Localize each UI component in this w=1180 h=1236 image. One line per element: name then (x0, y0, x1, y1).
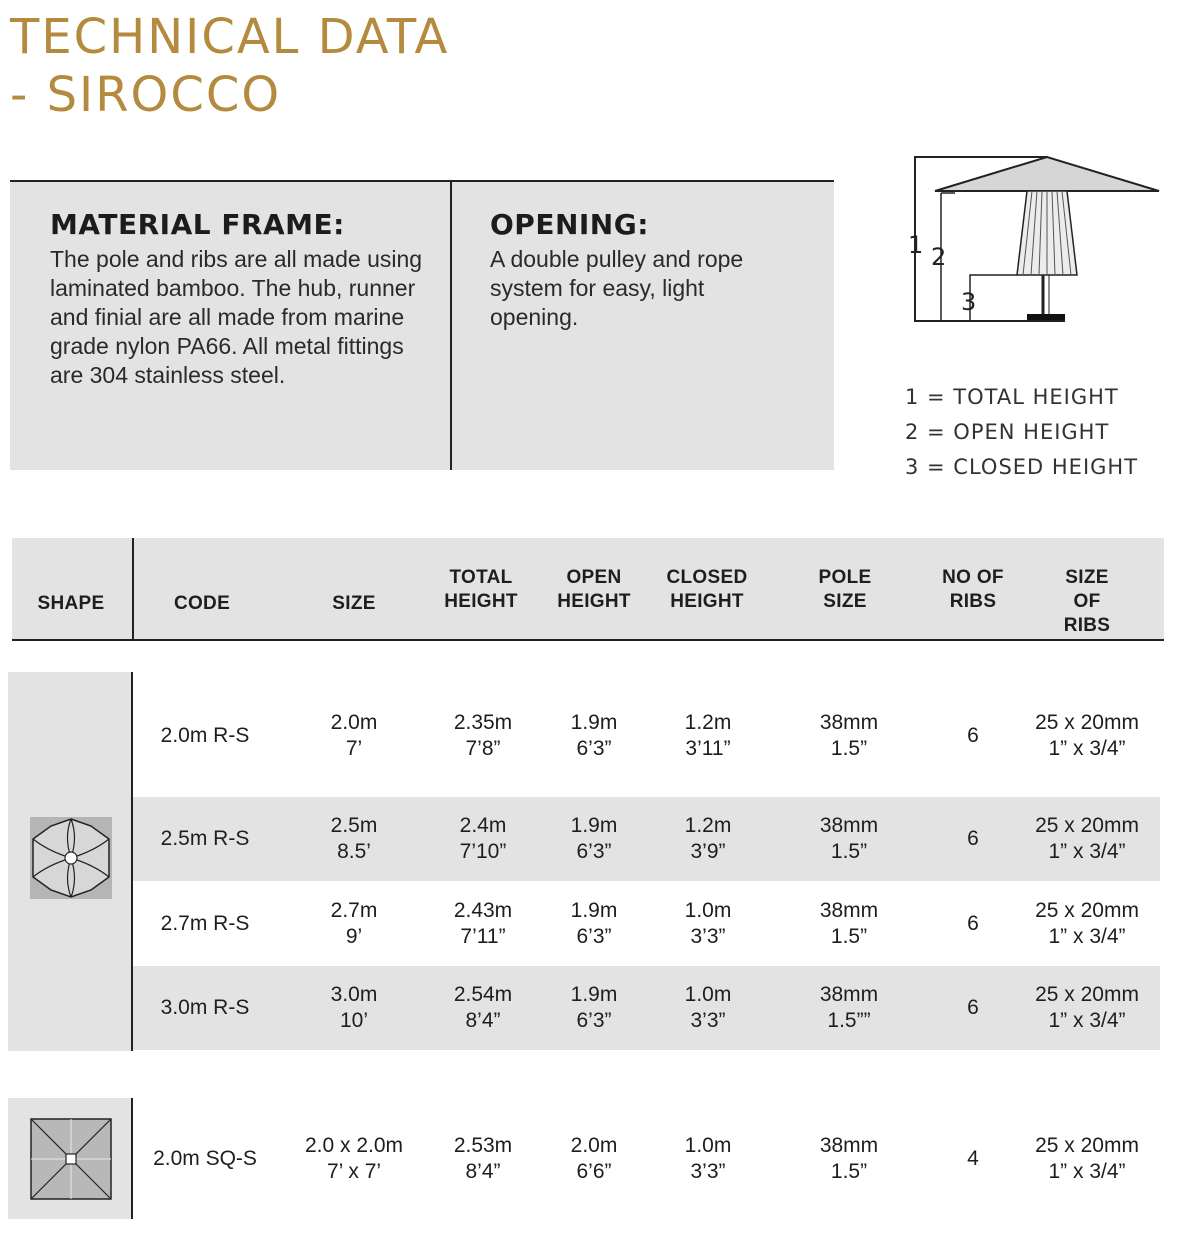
diagram-label-2: 2 (931, 243, 947, 271)
cell-code: 2.0m R-S (160, 724, 250, 747)
table-header (12, 538, 1164, 641)
cell-rib-size-imperial: 1” x 3/4” (1048, 840, 1126, 863)
cell-ribs: 4 (967, 1147, 979, 1170)
legend-open-height: 2 = OPEN HEIGHT (905, 420, 1110, 444)
diagram-label-1: 1 (908, 231, 924, 259)
header-shape: SHAPE (37, 593, 105, 614)
cell-size-metric: 3.0m (330, 983, 378, 1006)
info-panel (10, 180, 834, 470)
cell-closed-metric: 1.0m (684, 1134, 732, 1157)
cell-pole-imperial: 1.5” (830, 840, 868, 863)
title-line-1: TECHNICAL DATA (10, 9, 450, 65)
cell-rib-size-imperial: 1” x 3/4” (1048, 1160, 1126, 1183)
cell-pole-imperial: 1.5”” (827, 1009, 871, 1032)
info-divider (450, 182, 452, 470)
cell-size-imperial: 10’ (339, 1009, 369, 1032)
cell-size-imperial: 7’ x 7’ (326, 1160, 382, 1183)
round-umbrella-icon (30, 817, 112, 899)
cell-total-metric: 2.53m (453, 1134, 513, 1157)
header-closed-height: CLOSED HEIGHT (666, 567, 748, 612)
cell-size-metric: 2.7m (330, 899, 378, 922)
cell-open-metric: 2.0m (570, 1134, 618, 1157)
header-size-of-ribs: SIZE OF RIBS (1063, 567, 1111, 636)
cell-open-imperial: 6’6” (576, 1160, 612, 1183)
cell-closed-imperial: 3’3” (690, 925, 726, 948)
cell-rib-size-metric: 25 x 20mm (1035, 711, 1139, 734)
cell-ribs: 6 (967, 827, 979, 850)
legend-total-height: 1 = TOTAL HEIGHT (905, 385, 1119, 409)
cell-total-imperial: 8’4” (465, 1009, 501, 1032)
cell-ribs: 6 (967, 912, 979, 935)
cell-closed-metric: 1.0m (684, 983, 732, 1006)
cell-pole-metric: 38mm (819, 983, 879, 1006)
cell-size-imperial: 8.5’ (337, 840, 371, 863)
cell-rib-size-imperial: 1” x 3/4” (1048, 925, 1126, 948)
cell-size-metric: 2.5m (330, 814, 378, 837)
cell-closed-metric: 1.0m (684, 899, 732, 922)
cell-rib-size-metric: 25 x 20mm (1035, 814, 1139, 837)
cell-closed-metric: 1.2m (684, 711, 732, 734)
cell-size-imperial: 9’ (345, 925, 363, 948)
cell-total-imperial: 7’8” (465, 737, 501, 760)
cell-code: 2.0m SQ-S (153, 1147, 257, 1170)
opening-heading: OPENING: (490, 208, 649, 241)
cell-closed-imperial: 3’3” (690, 1009, 726, 1032)
cell-pole-metric: 38mm (819, 1134, 879, 1157)
diagram-label-3: 3 (961, 288, 977, 316)
cell-total-imperial: 7’11” (460, 925, 506, 948)
header-open-height: OPEN HEIGHT (557, 567, 631, 612)
cell-total-metric: 2.54m (453, 983, 513, 1006)
cell-pole-imperial: 1.5” (830, 737, 868, 760)
cell-pole-metric: 38mm (819, 711, 879, 734)
cell-rib-size-imperial: 1” x 3/4” (1048, 737, 1126, 760)
legend-closed-height: 3 = CLOSED HEIGHT (905, 455, 1139, 479)
cell-ribs: 6 (967, 996, 979, 1019)
table-row (133, 966, 1160, 1050)
cell-closed-imperial: 3’11” (685, 737, 731, 760)
cell-rib-size-imperial: 1” x 3/4” (1048, 1009, 1126, 1032)
cell-open-metric: 1.9m (570, 983, 618, 1006)
cell-open-metric: 1.9m (570, 814, 618, 837)
header-code: CODE (173, 593, 231, 614)
cell-rib-size-metric: 25 x 20mm (1035, 1134, 1139, 1157)
header-total-height: TOTAL HEIGHT (444, 567, 518, 612)
cell-open-metric: 1.9m (570, 899, 618, 922)
cell-total-imperial: 7’10” (459, 840, 507, 863)
header-size: SIZE (332, 593, 376, 614)
cell-open-imperial: 6’3” (576, 925, 612, 948)
cell-pole-metric: 38mm (819, 814, 879, 837)
cell-total-imperial: 8’4” (465, 1160, 501, 1183)
material-frame-section (50, 208, 440, 390)
table-row (133, 797, 1160, 881)
cell-code: 2.7m R-S (160, 912, 250, 935)
cell-open-imperial: 6’3” (576, 737, 612, 760)
table-row (133, 882, 1160, 966)
title-line-2: - SIROCCO (10, 67, 282, 123)
opening-text: A double pulley and rope system for easy, light opening. (490, 246, 744, 330)
cell-open-imperial: 6’3” (576, 840, 612, 863)
cell-open-imperial: 6’3” (576, 1009, 612, 1032)
square-umbrella-icon (30, 1118, 112, 1200)
cell-size-metric: 2.0m (330, 711, 378, 734)
cell-ribs: 6 (967, 724, 979, 747)
cell-closed-imperial: 3’3” (690, 1160, 726, 1183)
cell-code: 2.5m R-S (160, 827, 250, 850)
umbrella-height-diagram (895, 145, 1175, 345)
material-frame-heading: MATERIAL FRAME: (50, 208, 345, 241)
cell-rib-size-metric: 25 x 20mm (1035, 899, 1139, 922)
cell-total-metric: 2.4m (459, 814, 507, 837)
material-frame-text: The pole and ribs are all made using laminated bamboo. The hub, runner and finial are all made from marine grade nylon PA66. All metal fittings are 304 stainless steel. (50, 246, 423, 388)
opening-section (490, 208, 790, 332)
cell-size-imperial: 7’ (345, 737, 363, 760)
table-row (133, 694, 1160, 778)
page-title (10, 8, 449, 124)
cell-code: 3.0m R-S (160, 996, 250, 1019)
cell-closed-metric: 1.2m (684, 814, 732, 837)
cell-closed-imperial: 3’9” (690, 840, 726, 863)
header-pole-size: POLE SIZE (818, 567, 872, 612)
cell-total-metric: 2.43m (453, 899, 513, 922)
cell-rib-size-metric: 25 x 20mm (1035, 983, 1139, 1006)
height-legend (905, 380, 1138, 485)
cell-pole-imperial: 1.5” (830, 925, 868, 948)
table-row (133, 1117, 1160, 1201)
cell-size-metric: 2.0 x 2.0m (304, 1134, 404, 1157)
cell-open-metric: 1.9m (570, 711, 618, 734)
cell-total-metric: 2.35m (453, 711, 513, 734)
header-divider (132, 538, 134, 641)
cell-pole-imperial: 1.5” (830, 1160, 868, 1183)
cell-pole-metric: 38mm (819, 899, 879, 922)
header-no-of-ribs: NO OF RIBS (942, 567, 1004, 612)
